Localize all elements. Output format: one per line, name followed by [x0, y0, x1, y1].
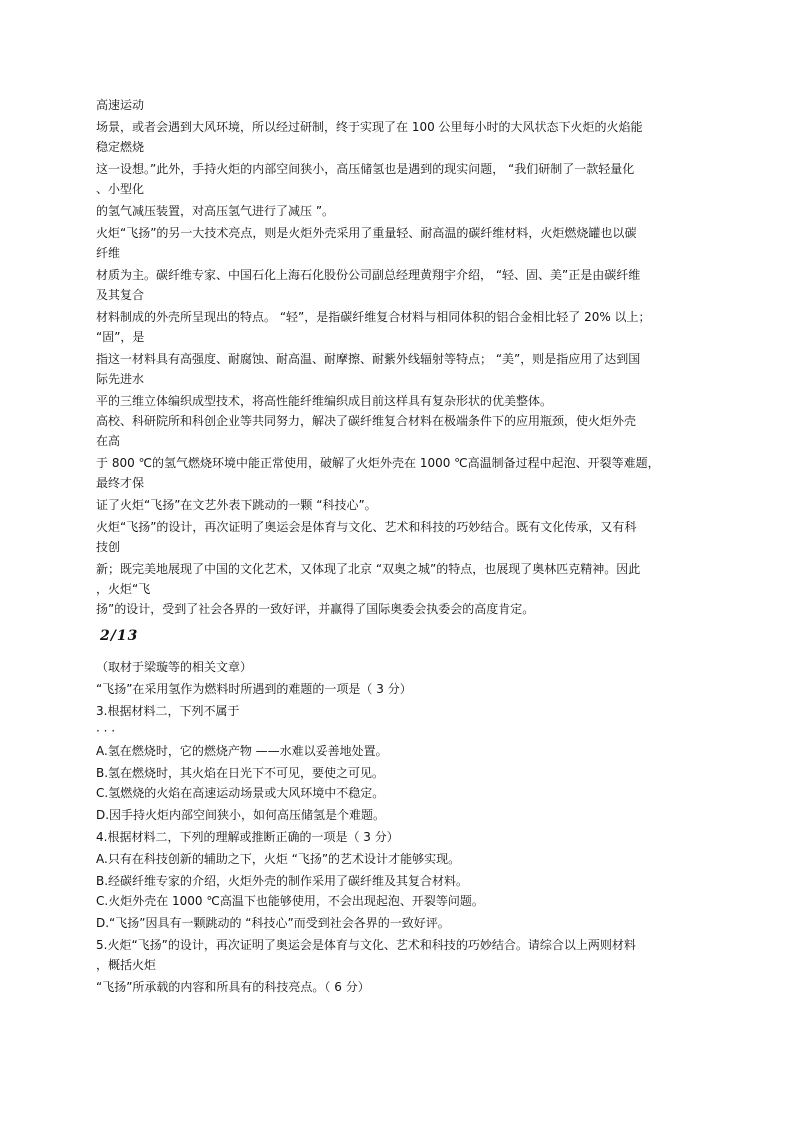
passage-line: 材料制成的外壳所呈现出的特点。 “轻”，是指碳纤维复合材料与相同体积的铝合金相比轻了 20% 以上； — [96, 310, 651, 324]
passage-line: 材质为主。碳纤维专家、中国石化上海石化股份公司副总经理黄翔宇介绍， “轻、固、美”正是由碳纤维 — [96, 268, 641, 282]
passage-line: 扬”的设计，受到了社会各界的一致好评，并赢得了国际奥委会执委会的高度肯定。 — [96, 602, 535, 616]
question-line: A.氢在燃烧时，它的燃烧产物 ——水难以妥善地处置。 — [96, 744, 388, 758]
passage-line: 及其复合 — [96, 288, 145, 302]
passage-line: 新；既完美地展现了中国的文化艺术，又体现了北京 “双奥之城”的特点，也展现了奥林匹克精神。因此 — [96, 562, 641, 576]
question-line: · · · — [96, 724, 116, 738]
question-line: C.氢燃烧的火焰在高速运动场景或大风环境中不稳定。 — [96, 786, 385, 800]
question-line: D.因手持火炬内部空间狭小，如何高压储氢是个难题。 — [96, 808, 386, 822]
passage-line: ，火炬“飞 — [96, 582, 151, 596]
question-line: （取材于梁璇等的相关文章） — [96, 660, 253, 674]
passage-line: 纤维 — [96, 246, 121, 260]
passage-line: 高校、科研院所和科创企业等共同努力，解决了碳纤维复合材料在极端条件下的应用瓶颈，使火炬外壳 — [96, 414, 637, 428]
question-line: ，概括火炬 — [96, 958, 157, 972]
passage-line: 证了火炬“飞扬”在文艺外表下跳动的一颗 “科技心”。 — [96, 498, 377, 512]
passage-line: 在高 — [96, 434, 121, 448]
passage-line: 这一设想。”此外，手持火炬的内部空间狭小，高压储氢也是遇到的现实问题， “我们研制了一款轻量化 — [96, 162, 635, 176]
question-line: B.氢在燃烧时，其火焰在日光下不可见，要使之可见。 — [96, 766, 385, 780]
question-line: A.只有在科技创新的辅助之下，火炬 “飞扬”的艺术设计才能够实现。 — [96, 852, 461, 866]
passage-line: 火炬“飞扬”的设计，再次证明了奥运会是体育与文化、艺术和科技的巧妙结合。既有文化传承，又有科 — [96, 520, 637, 534]
page-number: 2/13 — [100, 628, 139, 644]
question-line: 4.根据材料二，下列的理解或推断正确的一项是（ 3 分） — [96, 830, 399, 844]
question-line: 5.火炬“飞扬”的设计，再次证明了奥运会是体育与文化、艺术和科技的巧妙结合。请综合以上两则材料 — [96, 938, 636, 952]
passage-line: 火炬“飞扬”的另一大技术亮点，则是火炬外壳采用了重量轻、耐高温的碳纤维材料，火炬燃烧罐也以碳 — [96, 226, 637, 240]
passage-line: 场景，或者会遇到大风环境，所以经过研制，终于实现了在 100 公里每小时的大风状态下火炬的火焰能 — [96, 120, 643, 134]
passage-line: 的氢气减压装置，对高压氢气进行了减压 ”。 — [96, 204, 335, 218]
question-line: 3.根据材料二，下列不属于 — [96, 704, 240, 718]
question-line: D.“飞扬”因具有一颗跳动的 “科技心”而受到社会各界的一致好评。 — [96, 916, 450, 930]
passage-line: 稳定燃烧 — [96, 140, 145, 154]
question-line: C.火炬外壳在 1000 ℃高温下也能够使用，不会出现起泡、开裂等问题。 — [96, 894, 484, 908]
passage-line: “固”，是 — [96, 330, 145, 344]
passage-line: 最终才保 — [96, 476, 145, 490]
question-line: “飞扬”所承载的内容和所具有的科技亮点。（ 6 分） — [96, 980, 370, 994]
passage-line: 际先进水 — [96, 372, 145, 386]
question-line: B.经碳纤维专家的介绍，火炬外壳的制作采用了碳纤维及其复合材料。 — [96, 874, 469, 888]
passage-line: 高速运动 — [96, 98, 145, 112]
passage-line: 平的三维立体编织成型技术，将高性能纤维编织成目前这样具有复杂形状的优美整体。 — [96, 394, 553, 408]
passage-line: 技创 — [96, 540, 121, 554]
passage-line: 指这一材料具有高强度、耐腐蚀、耐高温、耐摩擦、耐紫外线辐射等特点； “美”，则是指应用了达到国 — [96, 352, 641, 366]
passage-line: 于 800 ℃的氢气燃烧环境中能正常使用，破解了火炬外壳在 1000 ℃高温制备过程中起泡、开裂等难题， — [96, 456, 660, 470]
passage-line: 、小型化 — [96, 182, 145, 196]
question-line: “飞扬”在采用氢作为燃料时所遇到的难题的一项是（ 3 分） — [96, 682, 412, 696]
